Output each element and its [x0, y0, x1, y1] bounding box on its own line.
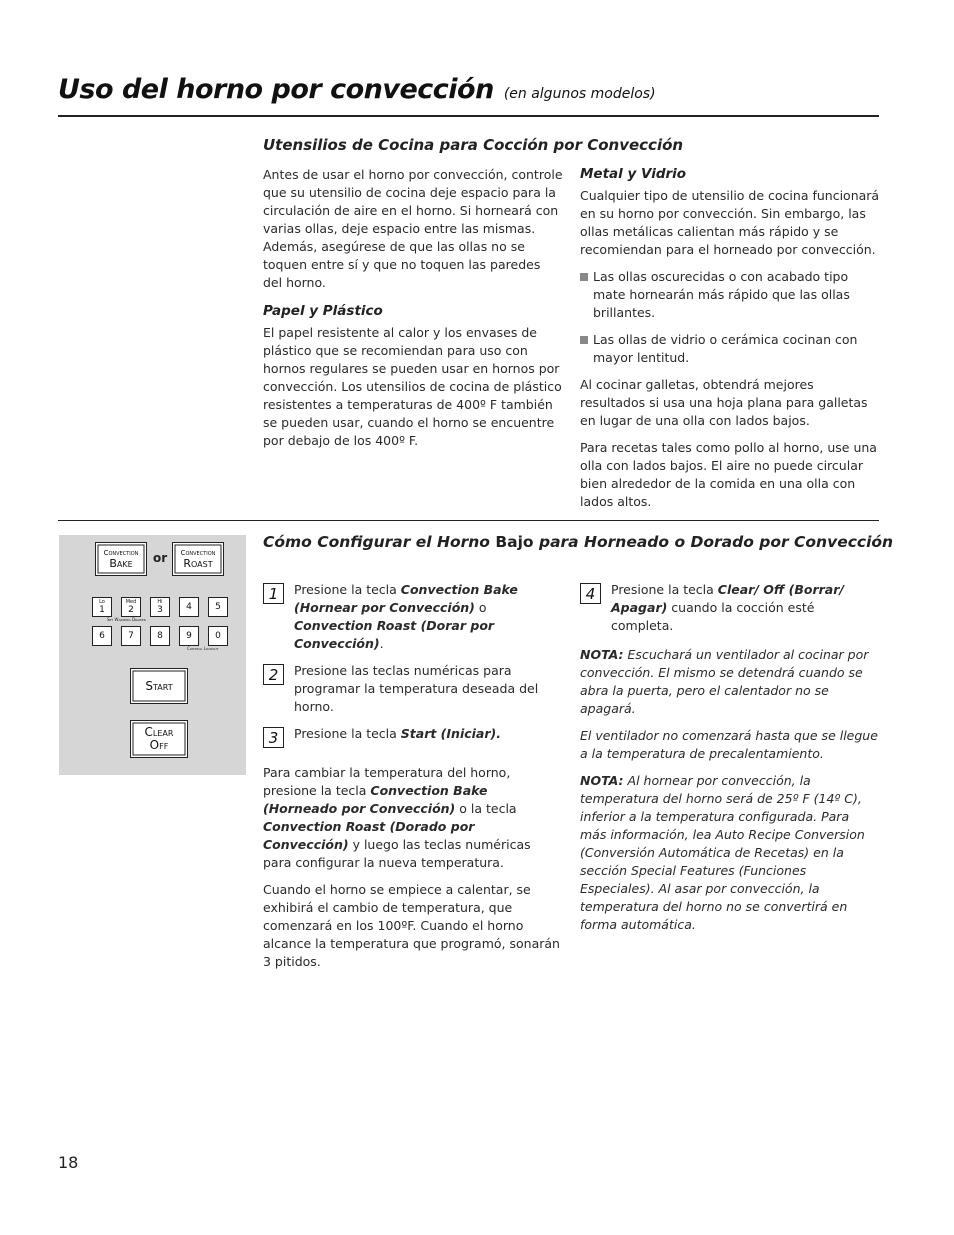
number-key-8 [150, 626, 170, 646]
section1-heading: Utensilios de Cocina para Cocción por Convección [263, 136, 684, 154]
number-key-1 [92, 597, 112, 617]
step-text-part: . [379, 636, 384, 651]
number-key-4 [179, 597, 199, 617]
key-sublabel: Med [125, 598, 137, 605]
title-text: Uso del horno por convección [58, 74, 494, 105]
key-number: 3 [157, 604, 163, 615]
key-name: Convection Bake (Hornear por Convección) [294, 582, 518, 615]
note-text: Al hornear por convección, la temperatura del horno será de 25º F (14º C), inferior a la temperatura configurada. Para más información, lea Auto Recipe Conversion (Conversión Automática de Recetas) en la sección Special Features (Funciones Especiales). Al asar por convección, la temperatura del horno no se convertirá en forma automática. [580, 773, 865, 932]
key-label-small: Convection [180, 548, 216, 557]
text-part: o la tecla [455, 801, 517, 816]
note-label: NOTA: [580, 647, 624, 662]
heating-paragraph: Cuando el horno se empiece a calentar, se exhibirá el cambio de temperatura, que comenzará en los 100ºF. Cuando el horno alcance la temperatura que programó, sonarán 3 pitidos. [263, 882, 560, 969]
key-number: 7 [128, 631, 134, 641]
step-3 [263, 725, 560, 748]
fan-start-note: El ventilador no comenzará hasta que se llegue a la temperatura de precalentamiento. [580, 728, 878, 761]
key-name: Clear/ Off (Borrar/ Apagar) [611, 582, 844, 615]
key-label: Off [149, 738, 169, 752]
or-label: or [153, 551, 168, 565]
bullet-item [580, 268, 880, 322]
recipes-paragraph: Para recetas tales como pollo al horno, use una olla con lados bajos. El aire no puede circular bien alrededor de la comida en una olla con lados altos. [580, 440, 877, 509]
key-number: 2 [128, 604, 134, 615]
note-fan [580, 646, 879, 718]
key-name: Start (Iniciar). [400, 726, 501, 741]
number-key-9 [179, 626, 199, 646]
bullet-square-icon [580, 336, 588, 344]
step-text-part: Presione la tecla [294, 726, 401, 741]
section2-heading [263, 533, 893, 551]
number-key-6 [92, 626, 112, 646]
key-label-small: Convection [103, 548, 139, 557]
step-text-part: o [474, 600, 487, 615]
key-number: 8 [157, 631, 163, 641]
clear-off-key [130, 720, 188, 758]
section2-right-column [580, 581, 879, 934]
number-key-7 [121, 626, 141, 646]
step-2 [263, 662, 560, 716]
text-part: y luego las teclas numéricas para configurar la nueva temperatura. [263, 837, 531, 870]
key-number: 4 [186, 602, 192, 612]
start-key [130, 668, 188, 704]
step-text-part: Presione la tecla [294, 582, 401, 597]
heading-part: Cómo Configurar el Horno [263, 533, 496, 551]
control-lockout-label: Control Lockout [187, 646, 219, 651]
key-label: Roast [183, 556, 213, 570]
key-label: Bake [109, 556, 133, 570]
number-key-3 [150, 597, 170, 617]
key-number: 1 [99, 604, 105, 615]
bullet-text: Las ollas oscurecidas o con acabado tipo mate hornearán más rápido que las ollas brillantes. [593, 269, 850, 320]
control-panel-illustration [59, 535, 246, 775]
key-label: Start [145, 679, 173, 693]
section1-right-column [580, 166, 880, 511]
key-number: 0 [215, 631, 221, 641]
set-warming-label: Set Warming Drawer [107, 617, 146, 622]
metal-paragraph: Cualquier tipo de utensilio de cocina funcionará en su horno por convección. Sin embargo, las ollas metálicas calientan más rápido y se recomiendan para el horneado por convección. [580, 188, 880, 257]
number-key-0 [208, 626, 228, 646]
convection-roast-key [172, 542, 224, 576]
key-name: Convection Roast (Dorar por Convección) [294, 618, 495, 651]
heading-part: para Horneado o Dorado por Convección [533, 533, 894, 551]
change-temp-paragraph [263, 764, 560, 872]
step-text [294, 581, 560, 653]
convection-bake-key [95, 542, 147, 576]
note-text: Escuchará un ventilador al cocinar por convección. El mismo se detendrá cuando se abra la puerta, pero el calentador no se apagará. [580, 647, 869, 716]
key-name: Convection Bake (Horneado por Convección) [263, 783, 488, 816]
step-number: 2 [263, 664, 284, 685]
note-label: NOTA: [580, 773, 624, 788]
key-number: 5 [215, 602, 221, 612]
bullet-item [580, 331, 880, 367]
cookies-paragraph: Al cocinar galletas, obtendrá mejores resultados si usa una hoja plana para galletas en lugar de una olla con lados bajos. [580, 377, 868, 428]
number-key-5 [208, 597, 228, 617]
bullet-square-icon [580, 273, 588, 281]
number-key-2 [121, 597, 141, 617]
bullet-text: Las ollas de vidrio o cerámica cocinan con mayor lentitud. [593, 332, 858, 365]
key-number: 9 [186, 631, 192, 641]
key-number: 6 [99, 631, 105, 641]
paper-heading: Papel y Plástico [263, 303, 383, 319]
page-number: 18 [58, 1153, 79, 1172]
step-1 [263, 581, 560, 653]
step-text: Presione las teclas numéricas para programar la temperatura deseada del horno. [294, 663, 539, 714]
step-text [611, 581, 879, 635]
paper-paragraph: El papel resistente al calor y los envases de plástico que se recomiendan para uso con hornos regulares se pueden usar en hornos por convección. Los utensilios de cocina de plástico resistentes a temperaturas de 400º F también se pueden usar, cuando el horno se encuentre por debajo de los 400º F. [263, 325, 562, 448]
header-rule [58, 115, 879, 117]
step-number: 1 [263, 583, 284, 604]
intro-paragraph: Antes de usar el horno por convección, controle que su utensilio de cocina deje espacio para la circulación de aire en el horno. Si horneará con varias ollas, deje espacio entre las mismas. Además, asegúrese de que las ollas no se toquen entre sí y que no toquen las paredes del horno. [263, 167, 563, 290]
key-label: Clear [144, 725, 174, 739]
title-subtitle: (en algunos modelos) [503, 86, 656, 102]
step-4 [580, 581, 879, 635]
heading-emphasis: Bajo [495, 533, 534, 551]
key-name: Convection Roast (Dorado por Convección) [263, 819, 475, 852]
section1-left-column [263, 166, 563, 450]
note-temperature [580, 772, 879, 934]
step-text-part: cuando la cocción esté completa. [611, 600, 815, 633]
metal-heading: Metal y Vidrio [580, 166, 687, 182]
section-divider [58, 520, 879, 521]
step-text [294, 725, 501, 748]
section2-left-column [263, 581, 560, 971]
step-text-part: Presione la tecla [611, 582, 718, 597]
key-sublabel: Hi [157, 598, 163, 605]
step-number: 3 [263, 727, 284, 748]
key-sublabel: Lo [99, 598, 105, 605]
page-title [58, 74, 656, 105]
text-part: Para cambiar la temperatura del horno, presione la tecla [263, 765, 511, 798]
step-number: 4 [580, 583, 601, 604]
